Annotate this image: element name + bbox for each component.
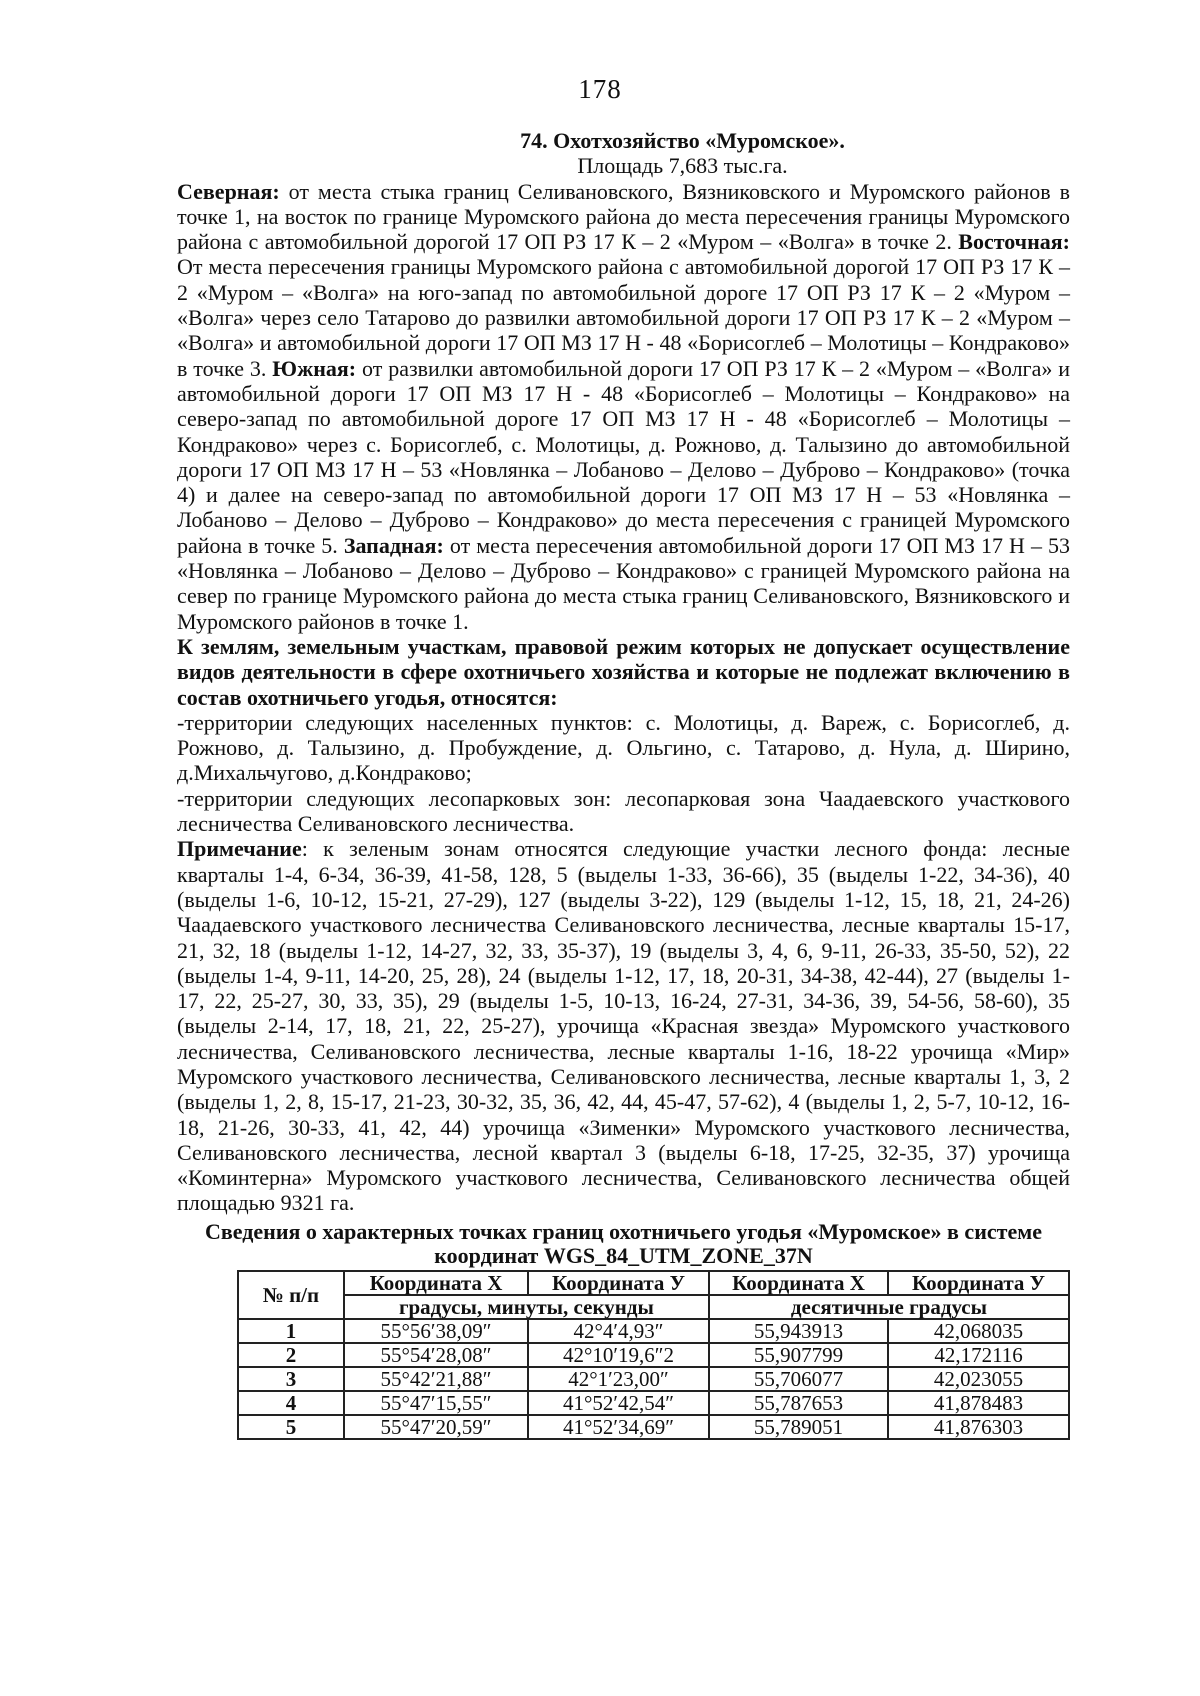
row-number: 4 [238,1391,344,1415]
exclusions-forest-parks: -территории следующих лесопарковых зон: лесопарковая зона Чаадаевского участкового лесничества Селивановского лесничества. [177,785,1070,837]
north-text: от места стыка границ Селивановского, Вязниковского и Муромского районов в точке 1, на восток по границе Муромского района до места пересечения границы Муромского района с автомобильной дорогой 17 ОП РЗ 17 К – 2 «Муром – «Волга» в точке 2. [177,178,1070,255]
cell-x-dec: 55,943913 [709,1319,888,1343]
table-row [238,1367,1069,1391]
header-y-dec: Координата У [888,1271,1069,1295]
area-line: Площадь 7,683 тыс.га. [577,153,788,179]
cell-y-dms: 42°10′19,6″2 [528,1343,709,1367]
cell-x-dms: 55°56′38,09″ [344,1319,528,1343]
row-number: 3 [238,1367,344,1391]
cell-y-dec: 41,876303 [888,1415,1069,1439]
row-number: 2 [238,1343,344,1367]
cell-x-dec: 55,907799 [709,1343,888,1367]
table-caption: Сведения о характерных точках границ охотничьего угодья «Муромское» в системе координат WGS_84_UTM_ZONE_37N [205,1218,1042,1268]
cell-x-dms: 55°47′15,55″ [344,1391,528,1415]
coordinates-table [237,1270,1070,1440]
table-row [238,1319,1069,1343]
header-x-dms: Координата X [344,1271,528,1295]
north-label: Северная: [177,178,280,204]
header-dms: градусы, минуты, секунды [344,1295,709,1319]
cell-y-dms: 42°4′4,93″ [528,1319,709,1343]
row-number: 5 [238,1415,344,1439]
west-label: Западная: [343,532,444,558]
table-row [238,1391,1069,1415]
cell-y-dms: 41°52′34,69″ [528,1415,709,1439]
exclusions-settlements: -территории следующих населенных пунктов: с. Молотицы, д. Вареж, с. Борисоглеб, д. Рожново, д. Талызино, д. Пробуждение, д. Ольгино, с. Татарово, д. Нула, д. Ширино, д.Михальчугово, д.Кондраково; [177,709,1070,786]
cell-y-dms: 41°52′42,54″ [528,1391,709,1415]
cell-x-dec: 55,789051 [709,1415,888,1439]
cell-x-dec: 55,787653 [709,1391,888,1415]
cell-y-dec: 41,878483 [888,1391,1069,1415]
cell-x-dec: 55,706077 [709,1367,888,1391]
cell-y-dec: 42,068035 [888,1319,1069,1343]
row-number: 1 [238,1319,344,1343]
south-label: Южная: [272,355,357,381]
note-paragraph [177,836,1070,1215]
page-number: 178 [578,74,622,104]
cell-x-dms: 55°47′20,59″ [344,1415,528,1439]
cell-y-dec: 42,172116 [888,1343,1069,1367]
cell-y-dec: 42,023055 [888,1367,1069,1391]
cell-y-dms: 42°1′23,00″ [528,1367,709,1391]
table-subheader-row [238,1295,1069,1319]
note-text: : к зеленым зонам относятся следующие участки лесного фонда: лесные кварталы 1-4, 6-34, 36-39, 41-58, 128, 5 (выделы 1-33, 36-66), 35 (выделы 1-22, 34-36), 40 (выделы 1-6, 10-12, 15-21, 27-29), 127 (выделы 3-22), 129 (выделы 1-12, 15, 18, 21, 24-26) Чаадаевского участкового лесничества Селивановского лесничества, лесные кварталы 15-17, 21, 32, 18 (выделы 1-12, 14-27, 32, 33, 35-37), 19 (выделы 3, 4, 6, 9-11, 26-33, 35-50, 52), 22 (выделы 1-4, 9-11, 14-20, 25, 28), 24 (выделы 1-12, 17, 18, 20-31, 34-38, 42-44), 27 (выделы 1-17, 22, 25-27, 30, 33, 35), 29 (выделы 1-5, 10-13, 16-24, 27-31, 34-36, 39, 54-56, 58-60), 35 (выделы 2-14, 17, 18, 21, 22, 25-27), урочища «Красная звезда» Муромского участкового лесничества, Селивановского лесничества, лесные кварталы 1-16, 18-22 урочища «Мир» Муромского участкового лесничества, Селивановского лесничества, лесные кварталы 1, 3, 2 (выделы 1, 2, 8, 15-17, 21-23, 30-32, 35, 36, 42, 44, 45-47, 57-62), 4 (выделы 1, 2, 5-7, 10-12, 16-18, 21-26, 30-33, 41, 42, 44) урочища «Зименки» Муромского участкового лесничества, Селивановского лесничества, лесной квартал 3 (выделы 6-18, 17-25, 32-35, 37) урочища «Коминтерна» Муромского участкового лесничества, Селивановского лесничества общей площадью 9321 га. [177,836,1070,1216]
table-header-row [238,1271,1069,1295]
header-x-dec: Координата X [709,1271,888,1295]
exclusions-heading: К землям, земельным участкам, правовой режим которых не допускает осуществление видов деятельности в сфере охотничьего хозяйства и которые не подлежат включению в состав охотничьего угодья, относятся: [177,633,1070,710]
note-label: Примечание [177,836,302,862]
south-text: от развилки автомобильной дороги 17 ОП РЗ 17 К – 2 «Муром – «Волга» и автомобильной дороги 17 ОП МЗ 17 Н - 48 «Борисоглеб – Молотицы – Кондраково» на северо-запад по автомобильной дороге 17 ОП МЗ 17 Н - 48 «Борисоглеб – Молотицы – Кондраково» через с. Борисоглеб, с. Молотицы, д. Рожново, д. Талызино до автомобильной дороги 17 ОП МЗ 17 Н – 53 «Новлянка – Лобаново – Делово – Дуброво – Кондраково» (точка 4) и далее на северо-запад по автомобильной дороги 17 ОП МЗ 17 Н – 53 «Новлянка – Лобаново – Делово – Дуброво – Кондраково» до места пересечения с границей Муромского района в точке 5. [177,355,1070,558]
cell-x-dms: 55°42′21,88″ [344,1367,528,1391]
table-row [238,1415,1069,1439]
table-row [238,1343,1069,1367]
header-num: № п/п [238,1271,344,1319]
cell-x-dms: 55°54′28,08″ [344,1343,528,1367]
header-dec: десятичные градусы [709,1295,1069,1319]
east-label: Восточная: [958,229,1070,255]
west-text: от места пересечения автомобильной дороги 17 ОП МЗ 17 Н – 53 «Новлянка – Лобаново – Делово – Дуброво – Кондраково» с границей Муромского района на север по границе Муромского района до места стыка границ Селивановского, Вязниковского и Муромского районов в точке 1. [177,532,1070,634]
section-title: 74. Охотхозяйство «Муромское». [520,128,845,153]
header-y-dms: Координата У [528,1271,709,1295]
document-body [177,128,1070,1440]
borders-paragraph [177,179,1070,634]
east-text: От места пересечения границы Муромского района с автомобильной дорогой 17 ОП РЗ 17 К – 2 «Муром – «Волга» на юго-запад по автомобильной дороге 17 ОП РЗ 17 К – 2 «Муром – «Волга» через село Татарово до развилки автомобильной дороги 17 ОП РЗ 17 К – 2 «Муром – «Волга» и автомобильной дороги 17 ОП МЗ 17 Н - 48 «Борисоглеб – Молотицы – Кондраково» в точке 3. [177,254,1070,381]
